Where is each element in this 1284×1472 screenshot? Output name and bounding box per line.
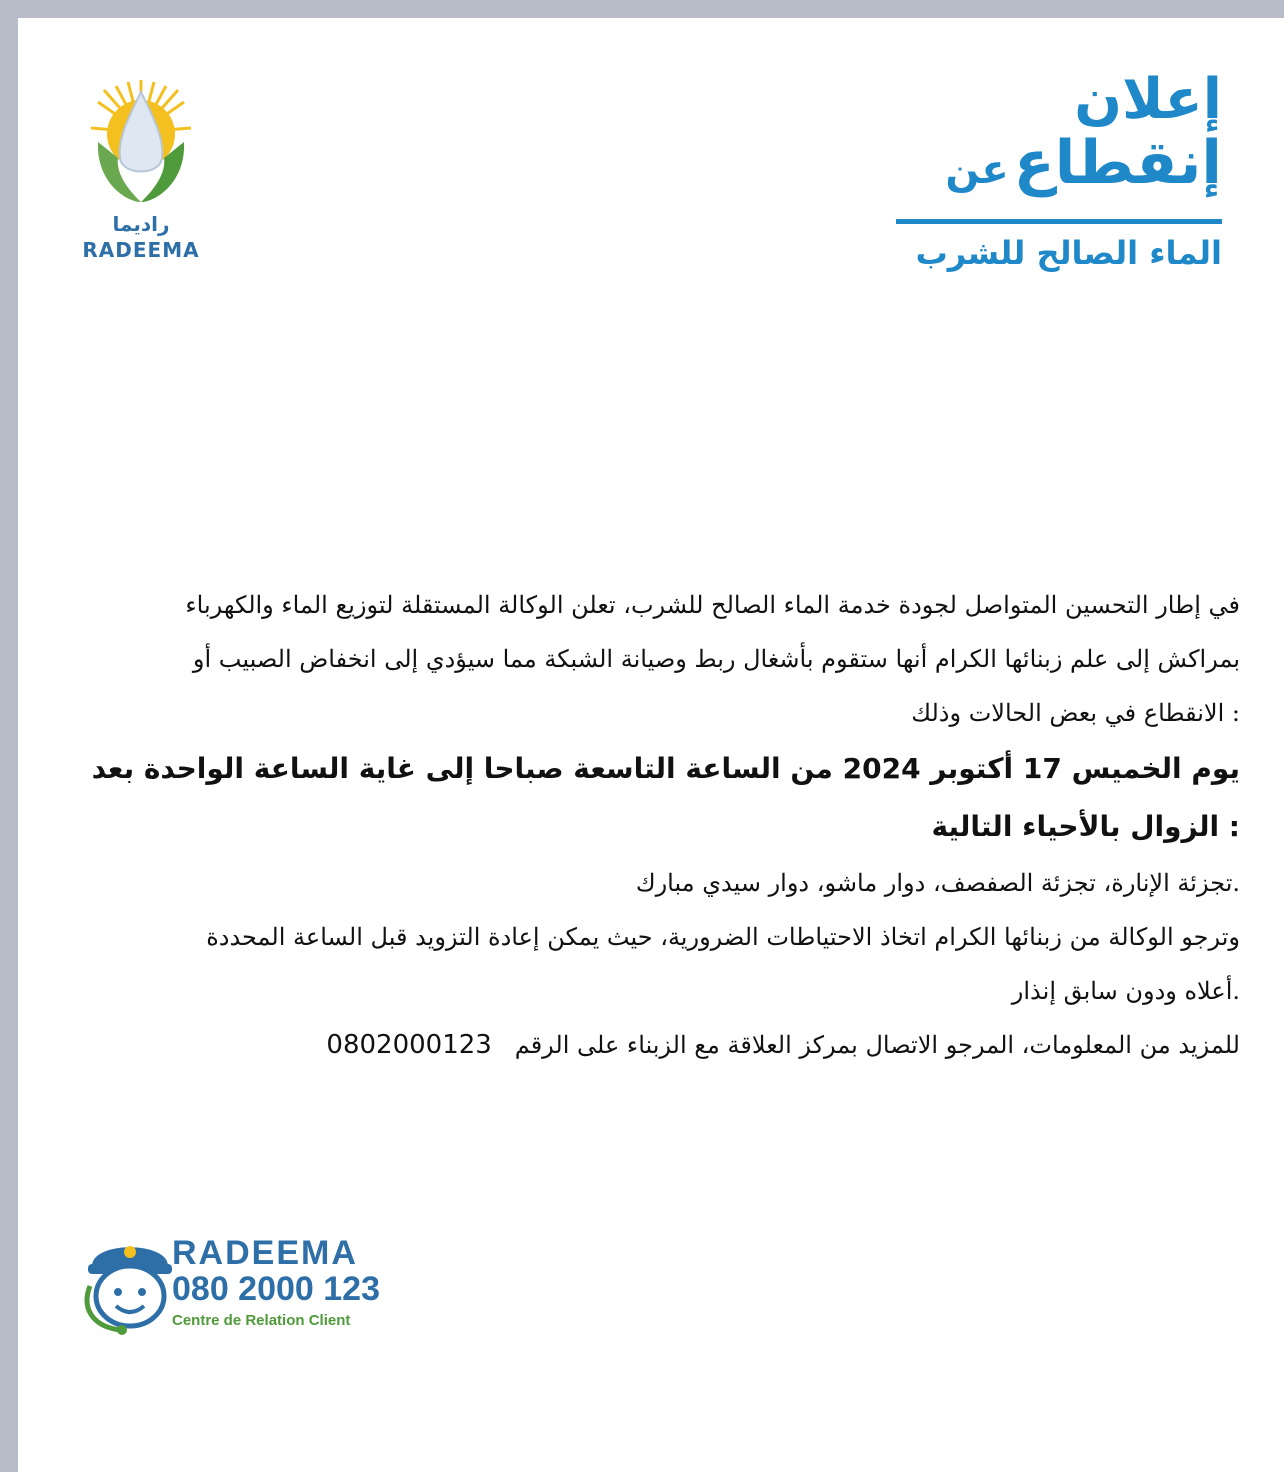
- title-line-3: الماء الصالح للشرب: [915, 234, 1222, 272]
- logo-arabic-name: راديما: [112, 212, 170, 236]
- title-line-2-big: إنقطاع: [1013, 128, 1222, 198]
- outage-date-line: يوم الخميس 17 أكتوبر 2024 من الساعة التاسعة صباحا إلى غاية الساعة الواحدة بعد: [91, 752, 1240, 785]
- body-line-2: بمراكش إلى علم زبنائها الكرام أنها ستقوم بأشغال ربط وصيانة الشبكة مما سيؤدي إلى انخفاض الصبيب أو: [192, 645, 1240, 673]
- title-divider: [896, 219, 1222, 224]
- footer-subtitle: Centre de Relation Client: [172, 1312, 351, 1329]
- footer-phone: 080 2000 123: [172, 1270, 380, 1308]
- body-line-1: في إطار التحسين المتواصل لجودة خدمة الماء الصالح للشرب، تعلن الوكالة المستقلة لتوزيع الماء والكهرباء: [185, 591, 1240, 619]
- announcement-title: [862, 67, 1222, 272]
- title-line-2-small: عن: [945, 147, 1009, 193]
- contact-text: للمزيد من المعلومات، المرجو الاتصال بمركز العلاقة مع الزبناء على الرقم: [514, 1031, 1240, 1059]
- contact-number: 0802000123: [326, 1030, 492, 1060]
- sun-drop-icon: [76, 62, 206, 212]
- title-line-1: إعلان: [1074, 67, 1222, 132]
- body-line-3: : الانقطاع في بعض الحالات وذلك: [911, 699, 1240, 727]
- body-line-4: وترجو الوكالة من زبنائها الكرام اتخاذ الاحتياطات الضرورية، حيث يمكن إعادة التزويد قبل الساعة المحددة: [206, 923, 1240, 951]
- body-line-5: .أعلاه ودون سابق إنذار: [1011, 977, 1240, 1005]
- affected-districts: .تجزئة الإنارة، تجزئة الصفصف، دوار ماشو، دوار سيدي مبارك: [635, 869, 1240, 897]
- contact-line: [90, 1018, 1240, 1072]
- logo-latin-name: RADEEMA: [82, 238, 200, 262]
- mascot-icon: [80, 1226, 180, 1336]
- radeema-logo: [76, 62, 206, 272]
- outage-areas-heading: : الزوال بالأحياء التالية: [931, 810, 1240, 843]
- announcement-body: [90, 578, 1240, 1072]
- title-line-2: [862, 130, 1222, 211]
- footer-brand: RADEEMA: [172, 1234, 358, 1272]
